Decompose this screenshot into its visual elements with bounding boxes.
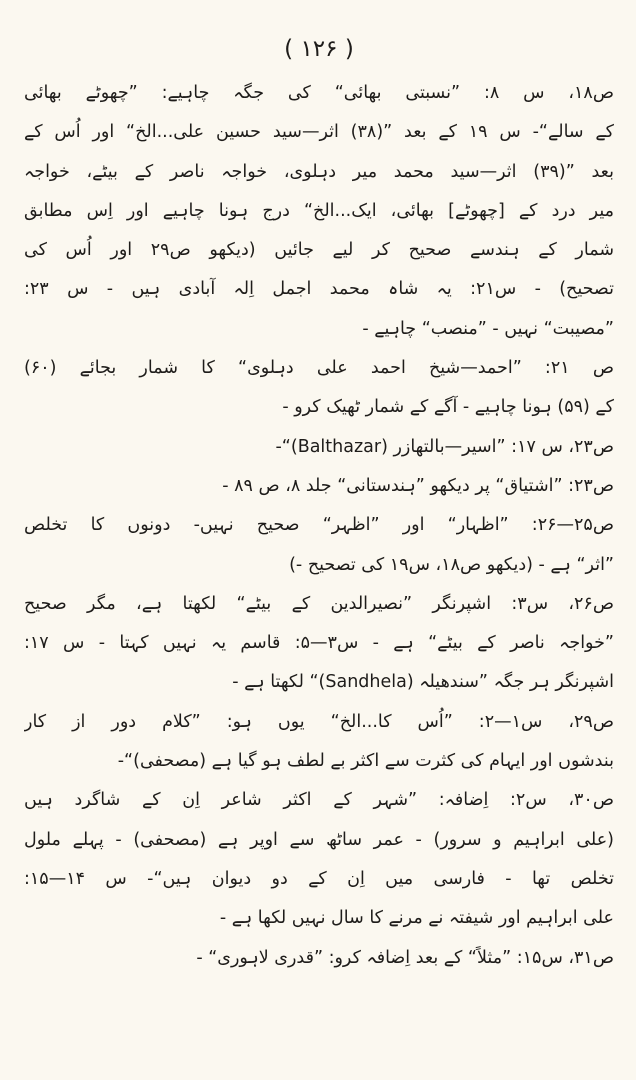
text-line: کے (۵۹) ہونا چاہیے - آگے کے شمار ٹھیک کرو - (282, 397, 614, 418)
text-line: ص۲۳: ”اشتیاق“ پر دیکھو ”ہندستانی“ جلد ۸، ص ۸۹ - (222, 475, 614, 496)
text-line: ص۲۵—۲۶: ”اظہار“ اور ”اظہر“ صحیح نہیں- دونوں کا تخلص (24, 515, 614, 536)
text-line: ص۲۶، س۳: اشپرنگر ”نصیرالدین کے بیٹے“ لکھتا ہے، مگر صحیح (24, 593, 614, 614)
text-line: ”مصیبت“ نہیں - ”منصب“ چاہیے - (362, 318, 614, 339)
text-line: ص۳۰، س۲: اِضافہ: ”شہر کے اکثر شاعر اِن کے شاگرد ہیں (24, 790, 614, 811)
text-line: بندشوں اور ایہام کی کثرت سے اکثر بے لطف ہو گیا ہے (مصحفی)“- (117, 751, 614, 772)
text-line: شمار کے ہندسے صحیح کر لیے جائیں (دیکھو ص۲۹ اور اُس کی (24, 240, 614, 261)
text-line: تخلص تھا - فارسی میں اِن کے دو دیوان ہیں“- س ۱۴—۱۵: (24, 868, 614, 889)
page-number: ( ۱۲۶ ) (284, 36, 354, 62)
text-line: ص ۲۱: ”احمد—شیخ احمد علی دہلوی“ کا شمار بجائے (۶۰) (24, 358, 614, 379)
text-line: ص۲۳، س ۱۷: ”اسیر—بالتھازر (Balthazar)“- (275, 436, 614, 457)
text-line: ”خواجہ ناصر کے بیٹے“ ہے - س۳—۵: قاسم یہ نہیں کہتا - س ۱۷: (24, 633, 614, 654)
text-line: اشپرنگر ہر جگہ ”سندھیلہ (Sandhela)“ لکھتا ہے - (232, 672, 614, 693)
page-body (24, 74, 614, 978)
text-line: تصحیح) - س۲۱: یہ شاہ محمد اجمل اِلہ آبادی ہیں - س ۲۳: (24, 279, 614, 300)
text-line: ص۱۸، س ۸: ”نسبتی بھائی“ کی جگہ چاہیے: ”چھوٹے بھائی (24, 83, 614, 103)
text-line: (علی ابراہیم و سرور) - عمر ساٹھ سے اوپر ہے (مصحفی) - پہلے ملول (24, 829, 614, 850)
text-line: ص۳۱، س۱۵: ”مثلاً“ کے بعد اِضافہ کرو: ”قدری لاہوری“ - (196, 947, 614, 968)
text-line: علی ابراہیم اور شیفتہ نے مرنے کا سال نہیں لکھا ہے - (219, 908, 614, 929)
text-line: میر درد کے [چھوٹے] بھائی، ایک...الخ“ درج ہونا چاہیے اور اِس مطابق (24, 200, 614, 221)
text-line: ص۲۹، س۱—۲: ”اُس کا...الخ“ یوں ہو: ”کلام دور از کار (24, 711, 614, 732)
text-line: بعد ”(۳۹) اثر—سید محمد میر دہلوی، خواجہ ناصر کے بیٹے، خواجہ (24, 161, 614, 182)
text-line: ”اثر“ ہے - (دیکھو ص۱۸، س۱۹ کی تصحیح -) (289, 554, 614, 575)
text-line: کے سالے“- س ۱۹ کے بعد ”(۳۸) اثر—سید حسین علی...الخ“ اور اُس کے (24, 122, 614, 143)
